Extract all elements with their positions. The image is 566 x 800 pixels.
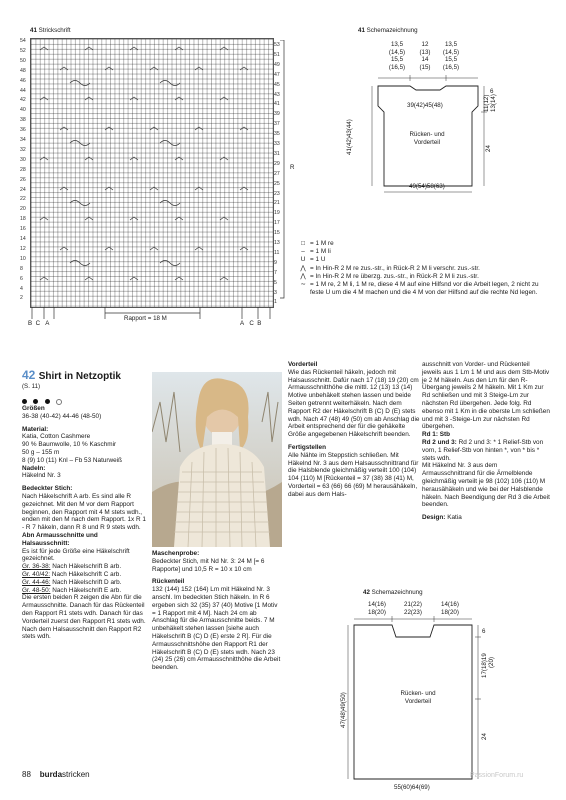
row-number: 34 xyxy=(20,137,26,143)
chart41-r-bracket xyxy=(278,40,288,300)
row-number: 38 xyxy=(20,117,26,124)
legend-symbol: ∼ xyxy=(300,281,306,288)
chart41-title: 41 Strickschrift xyxy=(30,27,71,34)
schema42-armhole: 17(18)19 xyxy=(481,653,488,678)
schema41-bottom: 49(54)58(63) xyxy=(409,183,445,190)
row-number: 30 xyxy=(20,156,26,163)
legend-text: = 1 M re, 2 M li, 1 M re, diese 4 M auf eine Hilfsnd vor die Arbeit legen, 2 nicht zu feste U um die 4 M machen und die 4 M von der Hilfsnd auf die rechte Nd legen. xyxy=(310,281,539,296)
model-photo xyxy=(152,372,282,547)
row-number: 46 xyxy=(20,77,26,84)
row-number: 15 xyxy=(274,230,280,237)
row-number: 4 xyxy=(20,285,23,292)
row-number: 19 xyxy=(274,210,280,217)
legend-symbol: – xyxy=(301,248,305,256)
row-number: 54 xyxy=(20,38,26,44)
row-number: 11 xyxy=(274,249,280,256)
schema41-top-col1: 13,5 (14,5) 15,5 (16,5) xyxy=(388,41,406,71)
legend-text: = 1 M re xyxy=(310,240,334,247)
row-number: 20 xyxy=(20,206,26,213)
difficulty-dot xyxy=(22,399,27,404)
row-number: 49 xyxy=(274,61,280,68)
schema42-armhole2: (20) xyxy=(488,656,495,668)
schema41-title: 41 Schemazeichnung xyxy=(358,27,418,34)
row-number: 16 xyxy=(20,226,26,233)
row-number: 13 xyxy=(274,240,280,246)
row-number: 25 xyxy=(274,180,280,187)
column-2: Maschenprobe: Bedeckter Stich, mit Nd Nr. 3: 24 M [= 6 Rapporte] und 10,5 R = 10 x 10 cm Rückenteil 132 (144) 152 (164) Lm mit Häkelnd Nr. 3 anschl. Im bedeckten Stich häkeln. In R 6 ergeben sich 32 (35) 37 (40) Motive [1 Motiv = 1 Rapport mit 4 M]. Nach 24 cm ab Anschlag für die Armausschnitte beids. 7 M unbehäkelt stehen lassen [siehe auch Häkelschrift B (C) D (E) erste 2 R]. Für die Armausschnittshöhe den Rapport R1 der Häkelschrift B (C) D (E) stets wdh. Nach 23 (24) 25 (26) cm Armausschnitthöhe die Arbeit beenden. xyxy=(152,550,281,672)
row-number: 14 xyxy=(20,236,26,242)
row-number: 21 xyxy=(274,200,280,207)
row-number: 9 xyxy=(274,259,277,266)
row-number: 6 xyxy=(20,275,23,282)
watermark: PassionForum.ru xyxy=(470,772,524,779)
row-number: 22 xyxy=(20,196,26,203)
difficulty-dot xyxy=(45,399,50,404)
row-number: 43 xyxy=(274,91,280,98)
brand-stricken: stricken xyxy=(62,770,90,779)
chart41-letters-right: A C B xyxy=(240,320,262,327)
row-number: 32 xyxy=(20,146,26,153)
row-number: 36 xyxy=(20,127,26,134)
row-number: 10 xyxy=(20,255,26,262)
row-number: 27 xyxy=(274,170,280,177)
row-number: 5 xyxy=(274,279,277,286)
schema42-bottom: 55(60)64(69) xyxy=(394,784,430,791)
chart41-letters-left: B C A xyxy=(28,320,50,327)
row-number: 47 xyxy=(274,71,280,78)
row-number: 17 xyxy=(274,220,280,227)
row-number: 31 xyxy=(274,150,280,157)
row-number: 53 xyxy=(274,42,280,48)
row-number: 8 xyxy=(20,265,23,272)
row-number: 28 xyxy=(20,166,26,173)
row-number: 41 xyxy=(274,101,280,108)
article-page-ref: (S. 11) xyxy=(22,383,41,390)
row-number: 26 xyxy=(20,176,26,183)
chart41-r-label: R xyxy=(290,164,295,171)
row-number: 29 xyxy=(274,160,280,167)
legend-text: = 1 M li xyxy=(310,248,331,256)
schema41-24: 24 xyxy=(485,145,492,152)
row-number: 40 xyxy=(20,107,26,114)
row-number: 33 xyxy=(274,141,280,147)
row-number: 7 xyxy=(274,269,277,276)
column-1: Größen 36-38 (40-42) 44-46 (48-50) Material: Katia, Cotton Cashmere 90 % Baumwolle, 10 % Kaschmir 50 g – 155 m 8 (9) 10 (11) Knl – Fb 53 Naturweiß Nadeln: Häkelnd Nr. 3 Bedeckter Stich: Nach Häkelschrift A arb. Es sind alle R gezeichnet. Mit den M vor dem Rapport beginnen, den Rapport mit 4 M stets wdh., enden mit den M nach dem Rapport. 1x R 1 - R 7 häkeln, dann R 8 und R 9 stets wdh. Abn Armausschnitte und Halsausschnitt: Es ist für jede Größe eine Häkelschrift gezeichnet. Gr. 36-38: Nach Häkelschrift B arb. Gr. 40/42: Nach Häkelschrift C arb. Gr. 44-46: Nach Häkelschrift D arb. Gr. 48-50: Nach Häkelschrift E arb. Die ersten beiden R zeigen die Abn für die Armausschnitte. Danach für das Rückenteil den Rapport R1 stets wdh. Danach für das Vorderteil zuerst den Rapport R1 stets wdh. Nach dem Halsausschnitt den Rapport R2 stets wdh. xyxy=(22,405,146,641)
schema41-six: 6 xyxy=(490,88,494,95)
schema41-armhole: 11(12) xyxy=(483,94,490,112)
row-number: 37 xyxy=(274,121,280,128)
row-number: 23 xyxy=(274,190,280,197)
row-number: 45 xyxy=(274,81,280,88)
row-number: 51 xyxy=(274,51,280,58)
difficulty-dot xyxy=(33,399,38,404)
row-number: 42 xyxy=(20,97,26,104)
legend-symbol: U xyxy=(300,256,306,264)
schema42-title: 42 Schemazeichnung xyxy=(363,589,423,596)
knitting-chart-symbols xyxy=(30,38,273,307)
row-number: 12 xyxy=(20,245,26,252)
row-number: 48 xyxy=(20,67,26,74)
difficulty-dot xyxy=(56,399,62,405)
footer xyxy=(22,770,90,779)
column-4: ausschnitt von Vorder- und Rückenteil jeweils aus 1 Lm 1 M und aus dem Stb-Motiv je 2 M häkeln. Aus den Lm für den R-Übergang jeweils 2 M häkeln. Mit 1 Km zur Rd schließen und mit 3 Steige-Lm zur nächsten Rd übergehen. Jede folg. Rd ebenso mit 1 Km in die oberste Lm schließen und mit 3 -Steige-Lm zur nächsten Rd übergehen. Rd 1: Stb Rd 2 und 3: Rd 2 und 3: * 1 Relief-Stb von vorn, 1 Relief-Stb von hinten *, von * bis * stets wdh. Mit Häkelnd Nr. 3 aus dem Armausschnittrand für die Ärmelblende gleichmäßig verteilt je 98 (102) 106 (110) M herausähäkeln und wie bei der Halsblende häkeln. Nach Beendigung der Rd 3 die Arbeit beenden. Design: Katia xyxy=(422,361,550,522)
schema42-six: 6 xyxy=(482,628,486,635)
column-3: Vorderteil Wie das Rückenteil häkeln, jedoch mit Halsausschnitt. Dafür nach 17 (18) 19 (20) cm Armausschnitthöhe die mittl. 12 (13) 13 (14) Motive unbehäkelt stehen lassen und beide Seiten getrennt weiterhäkeln. Nach dem Rapport R2 der Häkelschrift B (C) D (E) stets wdh. Nach 47 (48) 49 (50) cm ab Anschlag die Arbeit entsprechend der für die gehäkelte Größe angegebenen Häkelschrift beenden. Fertigstellen Alle Nähte im Steppstich schließen. Mit Häkelnd Nr. 3 aus dem Halsausschnittrand für die Halsblende gleichmäßig verteilt 100 (104) 104 (110) M [Rückenteil = 37 (38) 38 (41) M, Vorderteil = 63 (66) 66 (69) M herausähäkeln, dabei aus dem Hals- xyxy=(288,361,420,498)
page-number: 88 xyxy=(22,770,31,779)
schema42-24: 24 xyxy=(481,733,488,740)
row-number: 35 xyxy=(274,131,280,138)
row-number: 18 xyxy=(20,216,26,223)
legend-text: = 1 U xyxy=(310,256,326,264)
schema41-label: Rücken- und Vorderteil xyxy=(409,131,445,146)
article-heading: 42 Shirt in Netzoptik xyxy=(22,368,121,382)
row-number: 1 xyxy=(274,299,277,306)
schema41-armhole2: 13(14) xyxy=(490,94,497,112)
row-number: 24 xyxy=(20,186,26,193)
schema42-top-mid: 21(22) 22(23) xyxy=(404,601,422,616)
row-number: 2 xyxy=(20,295,23,302)
schema42-top-left: 14(16) 18(20) xyxy=(368,601,386,616)
legend-symbol: ⋀ xyxy=(300,272,306,280)
row-number: 39 xyxy=(274,111,280,118)
schema41-left-height: 41(42)43(44) xyxy=(346,119,353,155)
schema42-top-right: 14(16) 18(20) xyxy=(441,601,459,616)
legend-text: = In Hin-R 2 M re überzg. zus.-str., in Rück-R 2 M li zus.-str. xyxy=(310,272,479,280)
row-number: 52 xyxy=(20,47,26,54)
brand-burda: burda xyxy=(39,770,63,779)
schema42-label: Rücken- und Vorderteil xyxy=(400,690,436,705)
legend-text: = In Hin-R 2 M re zus.-str., in Rück-R 2 M li verschr. zus.-str. xyxy=(310,264,480,272)
schema41-top-col3: 13,5 (14,5) 15,5 (16,5) xyxy=(442,41,460,71)
row-number: 44 xyxy=(20,87,26,94)
schema42-left-height: 47(48)49(50) xyxy=(340,692,347,728)
schema41-top-col2: 12 (13) 14 (15) xyxy=(419,41,431,71)
schema41-neck: 39(42)45(48) xyxy=(407,102,443,109)
chart41-rapport: Rapport = 18 M xyxy=(124,315,167,322)
legend-symbol: ⋀ xyxy=(300,264,306,272)
row-number: 3 xyxy=(274,289,277,296)
row-number: 50 xyxy=(20,57,26,64)
legend-symbol: □ xyxy=(301,240,305,247)
